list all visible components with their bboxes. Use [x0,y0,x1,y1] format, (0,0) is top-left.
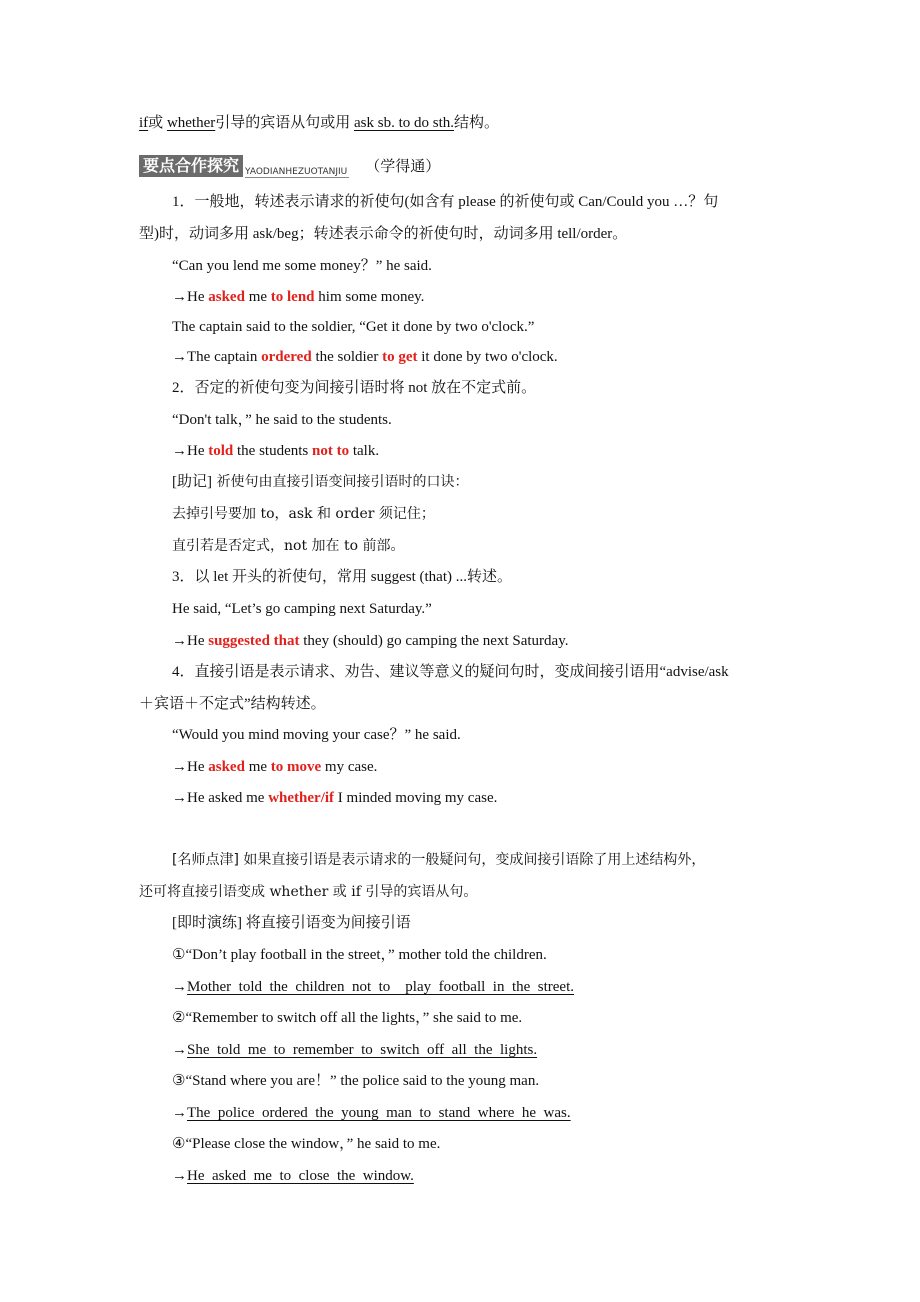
whether-word: whether [166,115,216,131]
example-3-reported [172,441,379,461]
point-3-line-1: 3．以 let 开头的祈使句，常用 suggest (that) ...转述。 [172,569,512,585]
intro-line [139,113,499,133]
arrow-icon: → [172,1168,187,1184]
text-segment: the students [233,443,313,459]
highlight: to lend [270,289,315,305]
example-4-direct: He said, “Let’s go camping next Saturday.” [172,601,432,617]
answer-text: Mother told the children not to play football in the street. [187,979,575,995]
text-segment: they (should) go camping the next Saturday. [299,633,569,649]
practice-question-1: ①“Don’t play football in the street，” mother told the children. [172,947,547,963]
point-1-line-2: 型)时，动词多用 ask/beg；转述表示命令的祈使句时，动词多用 tell/order。 [139,226,628,242]
practice-answer-4 [172,1166,414,1186]
text-segment: The captain [187,349,262,365]
highlight: whether/if [268,790,335,806]
example-4-reported [172,631,568,651]
text-segment: 引导的宾语从句或用 [215,115,351,131]
text-segment: 结构。 [454,115,500,131]
highlight: to get [382,349,418,365]
if-word: if [139,115,149,131]
text-segment: it done by two o'clock. [417,349,558,365]
highlight: told [208,443,234,459]
section-title: 要点合作探究 [139,155,243,177]
arrow-icon: → [172,633,187,649]
text-segment: me [244,289,271,305]
point-2-line-1: 2．否定的祈使句变为间接引语时将 not 放在不定式前。 [172,380,537,396]
example-1-direct: “Can you lend me some money？” he said. [172,258,432,274]
mnemonic-text: 祈使句由直接引语变间接引语时的口诀： [212,474,469,490]
practice-label: [即时演练] [172,915,242,931]
mnemonic-label: [助记] [172,474,212,490]
practice-answer-1 [172,977,574,997]
arrow-icon: → [172,979,187,995]
ask-structure: ask sb. to do sth. [354,115,455,131]
answer-text: The police ordered the young man to stand where he was. [187,1105,571,1121]
text-segment: 或 [148,115,164,131]
teacher-note-label: [名师点津] [172,852,239,868]
text-segment: He [187,759,209,775]
text-segment: my case. [321,759,378,775]
practice-heading [172,913,411,933]
mnemonic-line-2: 去掉引号要加 to，ask 和 order 须记住； [172,506,435,522]
text-segment: I minded moving my case. [334,790,498,806]
teacher-note-line-1 [172,850,705,870]
example-1-reported [172,287,424,307]
example-2-reported [172,347,558,367]
example-6-reported [172,788,497,808]
highlight: suggested that [208,633,300,649]
point-4-line-2: ＋宾语＋不定式”结构转述。 [139,696,326,712]
example-5-reported [172,757,377,777]
section-source: （学得通） [365,157,441,175]
highlight: ordered [261,349,312,365]
practice-question-2: ②“Remember to switch off all the lights，” she said to me. [172,1010,523,1026]
arrow-icon: → [172,443,187,459]
highlight: asked [208,759,245,775]
highlight: to move [270,759,322,775]
section-pinyin: YAODIANHEZUOTANJIU [245,167,348,177]
point-4-line-1: 4．直接引语是表示请求、劝告、建议等意义的疑问句时，变成间接引语用“advise/ask [172,664,729,680]
highlight: asked [208,289,245,305]
mnemonic-line-3: 直引若是否定式，not 加在 to 前部。 [172,538,405,554]
text-segment: me [244,759,271,775]
arrow-icon: → [172,1105,187,1121]
text-segment: He [187,633,209,649]
arrow-icon: → [172,759,187,775]
text-segment: him some money. [314,289,425,305]
text-segment: He asked me [187,790,269,806]
text-segment: He [187,289,209,305]
practice-question-3: ③“Stand where you are！” the police said to the young man. [172,1073,540,1089]
point-1-line-1: 1．一般地，转述表示请求的祈使句(如含有 please 的祈使句或 Can/Could you …？句 [172,194,719,210]
practice-question-4: ④“Please close the window，” he said to me. [172,1136,441,1152]
arrow-icon: → [172,289,187,305]
arrow-icon: → [172,349,187,365]
arrow-icon: → [172,790,187,806]
highlight: not to [312,443,350,459]
mnemonic-line-1 [172,472,468,492]
arrow-icon: → [172,1042,187,1058]
example-3-direct: “Don't talk，” he said to the students. [172,412,392,428]
text-segment: He [187,443,209,459]
practice-answer-3 [172,1103,571,1123]
text-segment: talk. [349,443,380,459]
section-heading [139,154,440,184]
teacher-note-text: 如果直接引语是表示请求的一般疑问句，变成间接引语除了用上述结构外， [238,852,706,868]
text-segment: the soldier [311,349,383,365]
example-2-direct: The captain said to the soldier, “Get it done by two o'clock.” [172,319,535,335]
example-5-direct: “Would you mind moving your case？” he said. [172,727,461,743]
answer-text: He asked me to close the window. [187,1168,414,1184]
answer-text: She told me to remember to switch off all the lights. [187,1042,538,1058]
practice-answer-2 [172,1040,537,1060]
teacher-note-line-2: 还可将直接引语变成 whether 或 if 引导的宾语从句。 [139,884,478,900]
practice-instruction: 将直接引语变为间接引语 [242,915,411,931]
